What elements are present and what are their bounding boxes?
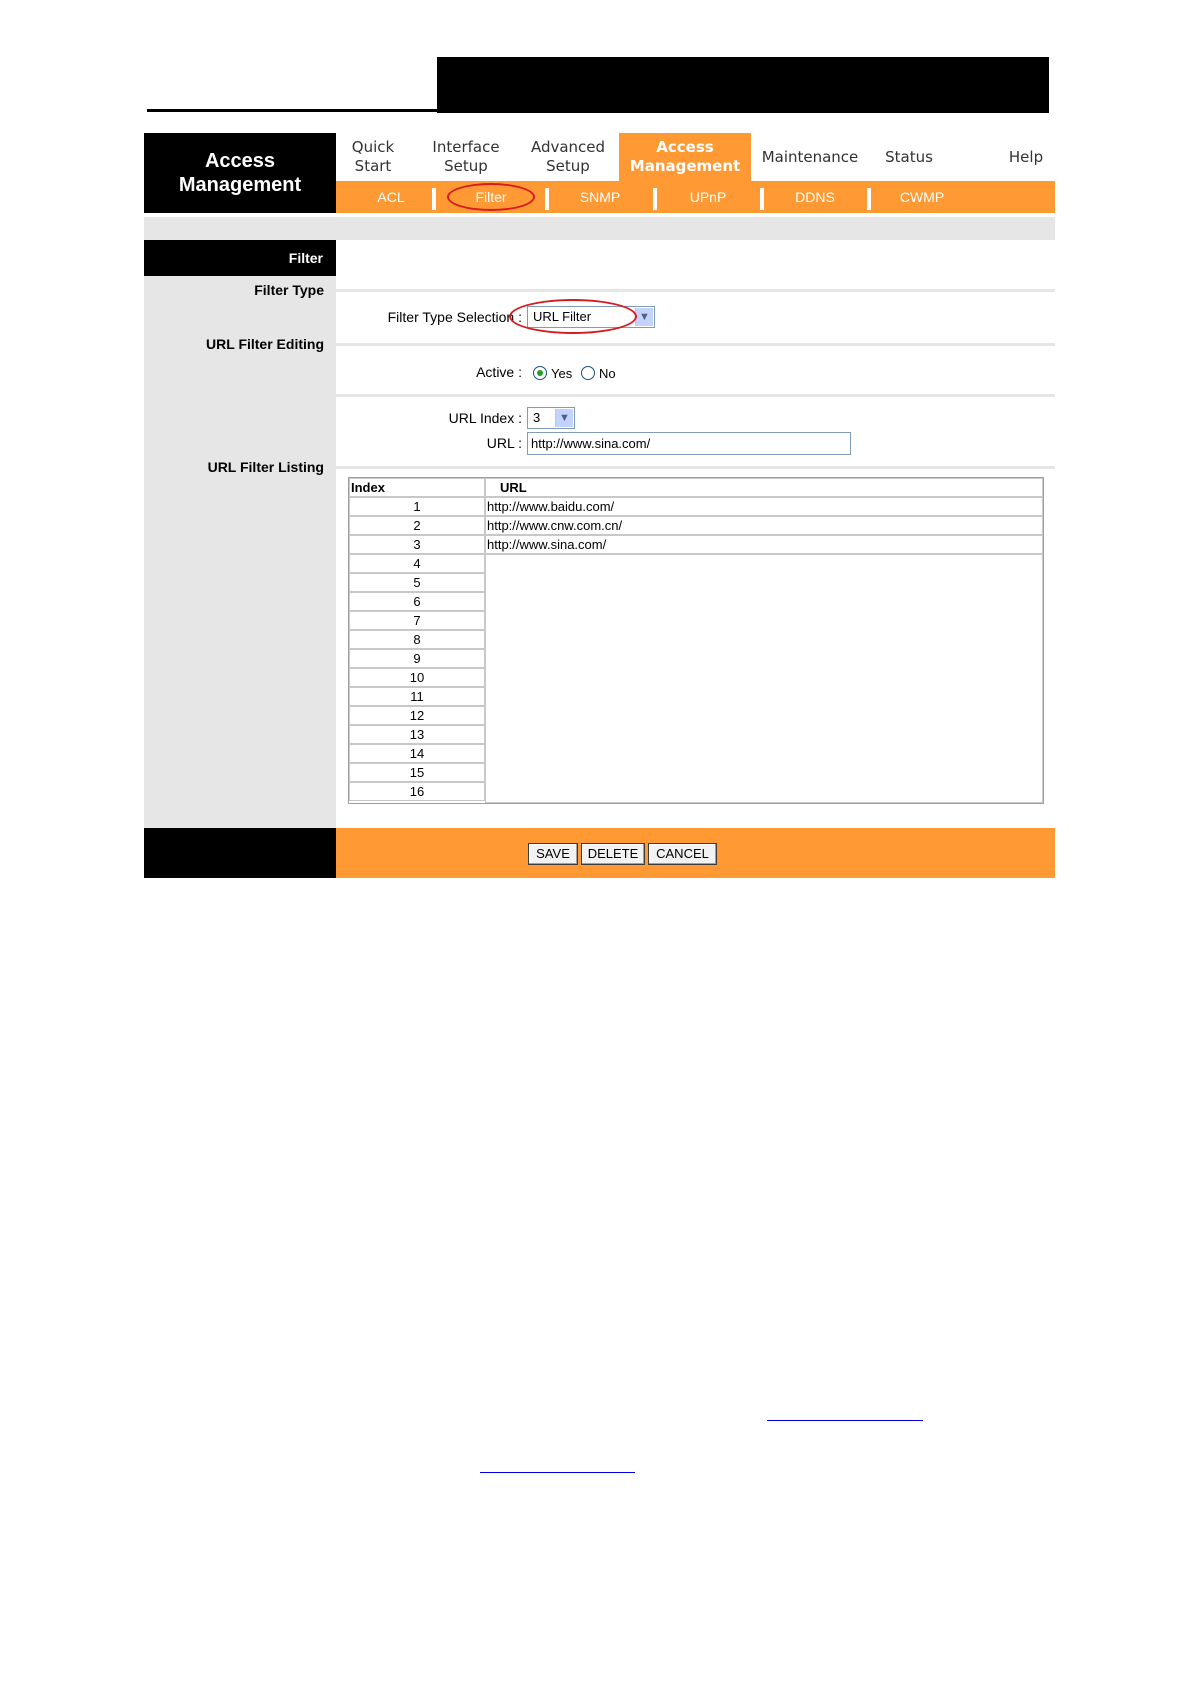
url-filter-listing-table — [348, 477, 1044, 804]
left-label-url-filter-listing: URL Filter Listing — [207, 459, 324, 475]
page-header-bar — [437, 57, 1049, 113]
section-title — [144, 133, 336, 213]
tab-label: Interface — [432, 138, 500, 156]
tab-label: Status — [885, 147, 933, 166]
tab-label: Management — [629, 157, 741, 175]
section-title-line1: Access — [204, 150, 276, 172]
chevron-down-icon[interactable]: ▼ — [635, 308, 653, 326]
table-empty-url-area — [485, 554, 1043, 803]
table-cell-url: http://www.cnw.com.cn/ — [485, 516, 1043, 535]
page-link-underline[interactable] — [767, 1420, 923, 1421]
sub-nav — [336, 181, 1055, 213]
table-cell-index: 7 — [349, 611, 485, 630]
section-divider — [336, 343, 1055, 346]
delete-button[interactable]: DELETE — [581, 843, 645, 865]
active-no-label: No — [599, 366, 616, 381]
url-index-select[interactable] — [527, 407, 575, 429]
section-title-line2: Management — [178, 174, 302, 196]
chevron-down-icon[interactable]: ▼ — [555, 409, 573, 427]
subtab-filter[interactable]: Filter — [475, 189, 507, 205]
page-link-underline[interactable] — [480, 1472, 635, 1473]
footer-left-block — [144, 828, 336, 878]
tab-status[interactable] — [876, 133, 942, 181]
table-cell-index: 10 — [349, 668, 485, 687]
section-divider — [336, 289, 1055, 292]
main-nav — [336, 133, 1055, 181]
subtab-cwmp[interactable]: CWMP — [899, 189, 945, 205]
save-button[interactable]: SAVE — [528, 843, 578, 865]
tab-interface-setup[interactable] — [417, 133, 515, 181]
cancel-button[interactable]: CANCEL — [648, 843, 717, 865]
active-no-radio[interactable] — [581, 366, 595, 380]
filter-type-label: Filter Type Selection : — [387, 309, 522, 325]
left-column — [144, 240, 336, 828]
table-cell-index: 5 — [349, 573, 485, 592]
section-divider — [336, 394, 1055, 397]
section-divider — [336, 466, 1055, 469]
url-label: URL : — [486, 435, 522, 451]
table-cell-index: 3 — [349, 535, 485, 554]
left-label-url-filter-editing: URL Filter Editing — [206, 336, 324, 352]
tab-label: Maintenance — [761, 147, 859, 166]
table-header-index: Index — [349, 478, 485, 497]
table-cell-index: 9 — [349, 649, 485, 668]
filter-type-value: URL Filter — [533, 309, 592, 324]
table-header-url: URL — [485, 478, 1043, 497]
active-yes-label: Yes — [551, 366, 573, 381]
active-yes-radio[interactable] — [533, 366, 547, 380]
table-cell-index: 14 — [349, 744, 485, 763]
table-cell-index: 13 — [349, 725, 485, 744]
table-cell-index: 1 — [349, 497, 485, 516]
table-cell-index: 2 — [349, 516, 485, 535]
tab-label: Setup — [444, 157, 488, 175]
table-cell-index: 16 — [349, 782, 485, 801]
table-cell-index: 8 — [349, 630, 485, 649]
url-input[interactable]: http://www.sina.com/ — [527, 432, 851, 455]
tab-label: Setup — [546, 157, 590, 175]
table-cell-index: 12 — [349, 706, 485, 725]
tab-label: Advanced — [530, 138, 606, 156]
subtab-acl[interactable]: ACL — [377, 189, 405, 205]
subtab-ddns[interactable]: DDNS — [795, 189, 835, 205]
spacer-bar — [144, 217, 1055, 240]
tab-access-management[interactable] — [619, 133, 751, 181]
subtab-snmp[interactable]: SNMP — [579, 189, 621, 205]
url-index-label: URL Index : — [448, 410, 522, 426]
highlight-oval — [509, 299, 637, 334]
table-cell-index: 6 — [349, 592, 485, 611]
table-cell-index: 4 — [349, 554, 485, 573]
tab-label: Start — [354, 157, 392, 175]
tab-label: Access — [656, 138, 714, 156]
tab-maintenance[interactable] — [754, 133, 866, 181]
tab-quick-start[interactable] — [336, 133, 410, 181]
table-cell-url: http://www.sina.com/ — [485, 535, 1043, 554]
tab-advanced-setup[interactable] — [520, 133, 616, 181]
tab-label: Help — [1008, 147, 1044, 166]
radio-selected-dot — [537, 370, 543, 376]
tab-help[interactable] — [1001, 133, 1051, 181]
page-header-rule — [147, 109, 1049, 112]
url-index-value: 3 — [533, 410, 541, 425]
active-label: Active : — [476, 364, 522, 380]
tab-label: Quick — [351, 138, 395, 156]
subtab-divider — [432, 188, 436, 210]
subtab-upnp[interactable]: UPnP — [689, 189, 727, 205]
left-heading-filter: Filter — [144, 240, 336, 276]
table-cell-url: http://www.baidu.com/ — [485, 497, 1043, 516]
table-cell-index: 15 — [349, 763, 485, 782]
table-cell-index: 11 — [349, 687, 485, 706]
left-label-filter-type: Filter Type — [254, 282, 324, 298]
